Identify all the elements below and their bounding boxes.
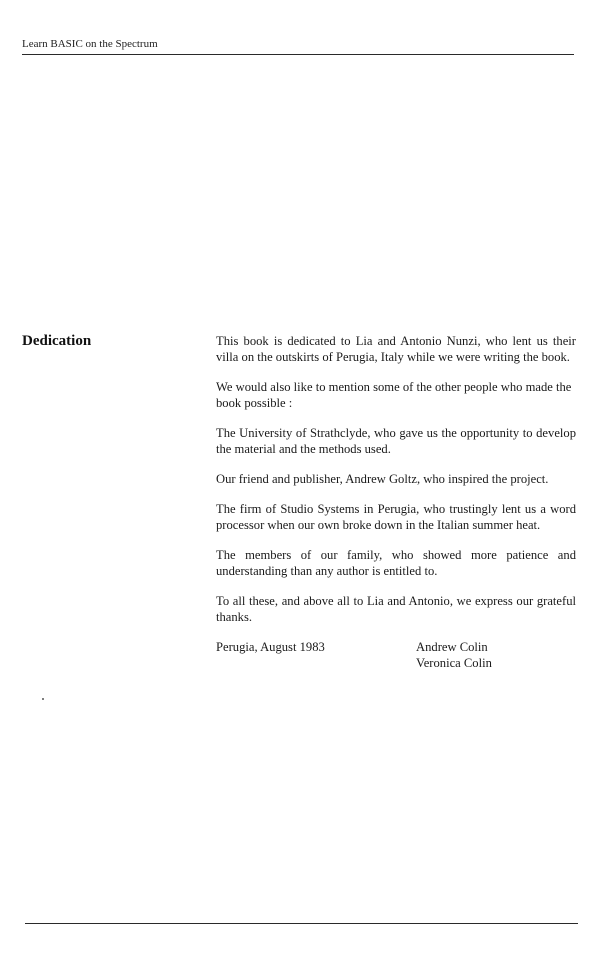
paragraph-studio-systems: The firm of Studio Systems in Perugia, who trustingly lent us a word processor when our own broke down in the Italian summer heat. [216, 502, 576, 532]
section-title: Dedication [22, 333, 92, 349]
paragraph-university: The University of Strathclyde, who gave us the opportunity to develop the material and the methods used. [216, 426, 576, 456]
header-rule [22, 54, 574, 55]
paragraph-dedication: This book is dedicated to Lia and Antonio Nunzi, who lent us their villa on the outskirts of Perugia, Italy while we were writing the book. [216, 334, 576, 364]
paragraph-mention: We would also like to mention some of the other people who made the book possible : [216, 380, 572, 410]
author-names [416, 639, 492, 671]
place-date: Perugia, August 1983 [216, 640, 325, 654]
paragraph-thanks: To all these, and above all to Lia and Antonio, we express our grateful thanks. [216, 594, 576, 624]
signature-block [216, 639, 576, 673]
running-head: Learn BASIC on the Spectrum [22, 38, 158, 50]
paragraph-family: The members of our family, who showed more patience and understanding than any author is entitled to. [216, 548, 576, 578]
author-name-1: Andrew Colin [416, 640, 488, 654]
footer-rule [25, 923, 578, 924]
author-name-2: Veronica Colin [416, 656, 492, 670]
scan-speck [42, 698, 44, 700]
paragraph-publisher: Our friend and publisher, Andrew Goltz, who inspired the project. [216, 472, 549, 486]
dedication-body [216, 333, 576, 673]
